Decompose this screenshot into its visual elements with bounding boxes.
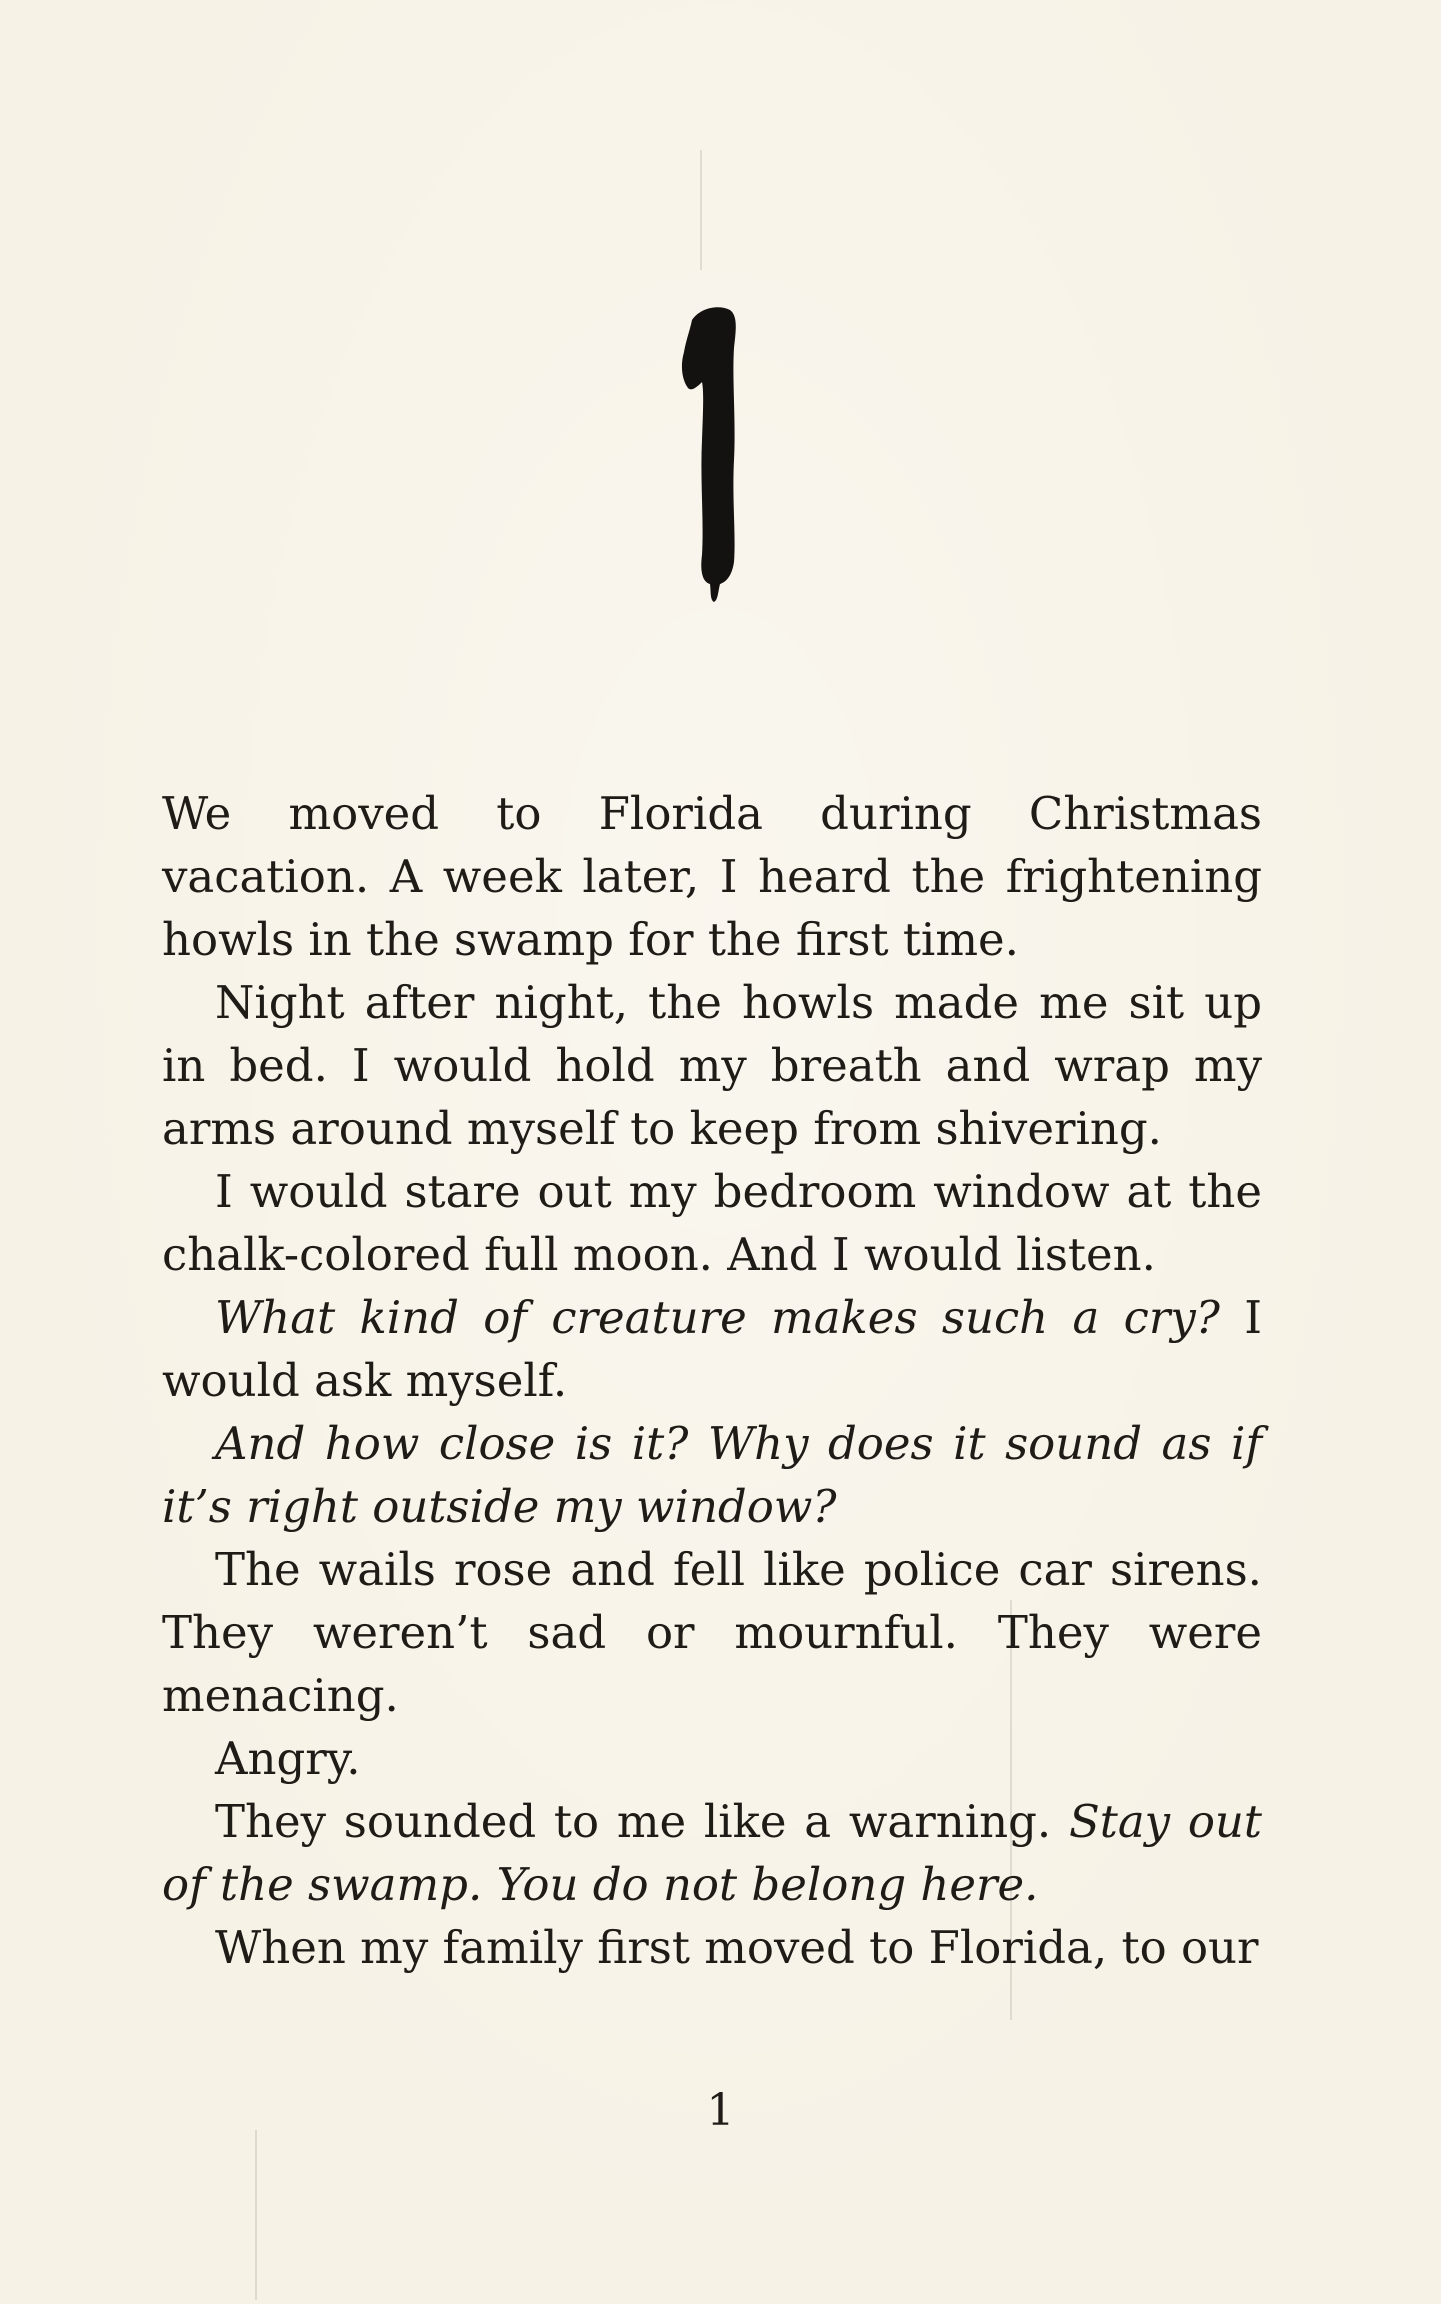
text-run: When my family first moved to Florida, to our <box>215 1921 1259 1974</box>
paragraph <box>162 1160 1262 1286</box>
paragraph <box>162 1727 1262 1790</box>
paragraph <box>162 1538 1262 1727</box>
paragraph <box>162 1412 1262 1538</box>
italic-text: What kind of creature makes such a cry? <box>215 1291 1220 1344</box>
text-run: Angry. <box>215 1732 361 1785</box>
page-number: 1 <box>706 2085 735 2136</box>
chapter-numeral-graphic <box>640 300 770 610</box>
italic-text: And how close is it? Why does it sound as if it’s right outside my window? <box>162 1417 1262 1533</box>
text-run: They sounded to me like a warning. <box>215 1795 1069 1848</box>
text-run: The wails rose and fell like police car sirens. They weren’t sad or mournful. They were menacing. <box>162 1543 1262 1722</box>
paragraph <box>162 1916 1262 1979</box>
text-run: I would stare out my bedroom window at the chalk-colored full moon. And I would listen. <box>162 1165 1262 1281</box>
chapter-number <box>640 300 770 610</box>
text-run: We moved to Florida during Christmas vacation. A week later, I heard the frightening howls in the swamp for the first time. <box>162 787 1262 966</box>
chapter-body <box>162 782 1262 1979</box>
italic-text: Stay out of the swamp. You do not belong here. <box>162 1795 1262 1911</box>
paragraph <box>162 1790 1262 1916</box>
text-run: I would ask myself. <box>162 1291 1262 1407</box>
paragraph <box>162 782 1262 971</box>
paragraph <box>162 971 1262 1160</box>
scan-artifact <box>255 2130 257 2300</box>
scan-artifact <box>700 150 702 270</box>
paragraph <box>162 1286 1262 1412</box>
text-run: Night after night, the howls made me sit up in bed. I would hold my breath and wrap my arms around myself to keep from shivering. <box>162 976 1262 1155</box>
